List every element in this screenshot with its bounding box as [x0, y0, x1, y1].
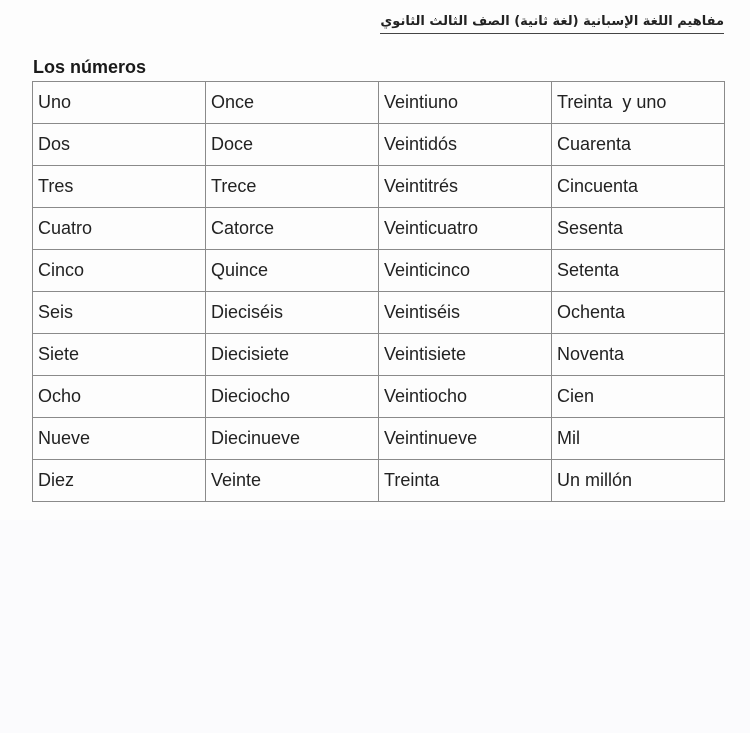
- table-cell: Trece: [206, 166, 379, 208]
- table-cell: Dieciocho: [206, 376, 379, 418]
- table-cell: Cinco: [33, 250, 206, 292]
- table-row: [33, 208, 725, 250]
- section-title: Los números: [33, 57, 147, 77]
- table-cell: Ocho: [33, 376, 206, 418]
- table-cell: Diez: [33, 460, 206, 502]
- table-cell: Un millón: [552, 460, 725, 502]
- table-cell: Cuatro: [33, 208, 206, 250]
- table-cell: Nueve: [33, 418, 206, 460]
- table-cell: Once: [206, 82, 379, 124]
- table-cell: Veintidós: [379, 124, 552, 166]
- table-cell: Veinticinco: [379, 250, 552, 292]
- table-cell: Diecisiete: [206, 334, 379, 376]
- table-cell: Veinticuatro: [379, 208, 552, 250]
- table-cell: Quince: [206, 250, 379, 292]
- table-cell: Siete: [33, 334, 206, 376]
- table-cell: Veintiocho: [379, 376, 552, 418]
- table-cell: Uno: [33, 82, 206, 124]
- table-row: [33, 418, 725, 460]
- table-cell: Veintisiete: [379, 334, 552, 376]
- table-cell: Cincuenta: [552, 166, 725, 208]
- numbers-table: [32, 81, 725, 502]
- table-row: [33, 376, 725, 418]
- table-cell: Dieciséis: [206, 292, 379, 334]
- table-cell: Catorce: [206, 208, 379, 250]
- table-cell: Treinta: [379, 460, 552, 502]
- table-cell: Mil: [552, 418, 725, 460]
- table-row: [33, 460, 725, 502]
- table-row: [33, 166, 725, 208]
- table-cell: Dos: [33, 124, 206, 166]
- table-cell: Treinta y uno: [552, 82, 725, 124]
- page-header: مفاهيم اللغة الإسبانية (لغة ثانية) الصف الثالث الثانوي: [380, 14, 724, 34]
- table-cell: Cuarenta: [552, 124, 725, 166]
- table-cell: Sesenta: [552, 208, 725, 250]
- table-row: [33, 250, 725, 292]
- table-cell: Veintinueve: [379, 418, 552, 460]
- table-cell: Ochenta: [552, 292, 725, 334]
- table-cell: Veinte: [206, 460, 379, 502]
- table-cell: Cien: [552, 376, 725, 418]
- numbers-table-body: [33, 82, 725, 502]
- table-row: [33, 124, 725, 166]
- table-row: [33, 82, 725, 124]
- table-cell: Veintitrés: [379, 166, 552, 208]
- table-cell: Doce: [206, 124, 379, 166]
- blank-page-area: [0, 520, 750, 733]
- table-cell: Noventa: [552, 334, 725, 376]
- table-row: [33, 334, 725, 376]
- table-cell: Seis: [33, 292, 206, 334]
- table-cell: Tres: [33, 166, 206, 208]
- table-cell: Veintiséis: [379, 292, 552, 334]
- table-cell: Diecinueve: [206, 418, 379, 460]
- table-cell: Setenta: [552, 250, 725, 292]
- table-cell: Veintiuno: [379, 82, 552, 124]
- table-row: [33, 292, 725, 334]
